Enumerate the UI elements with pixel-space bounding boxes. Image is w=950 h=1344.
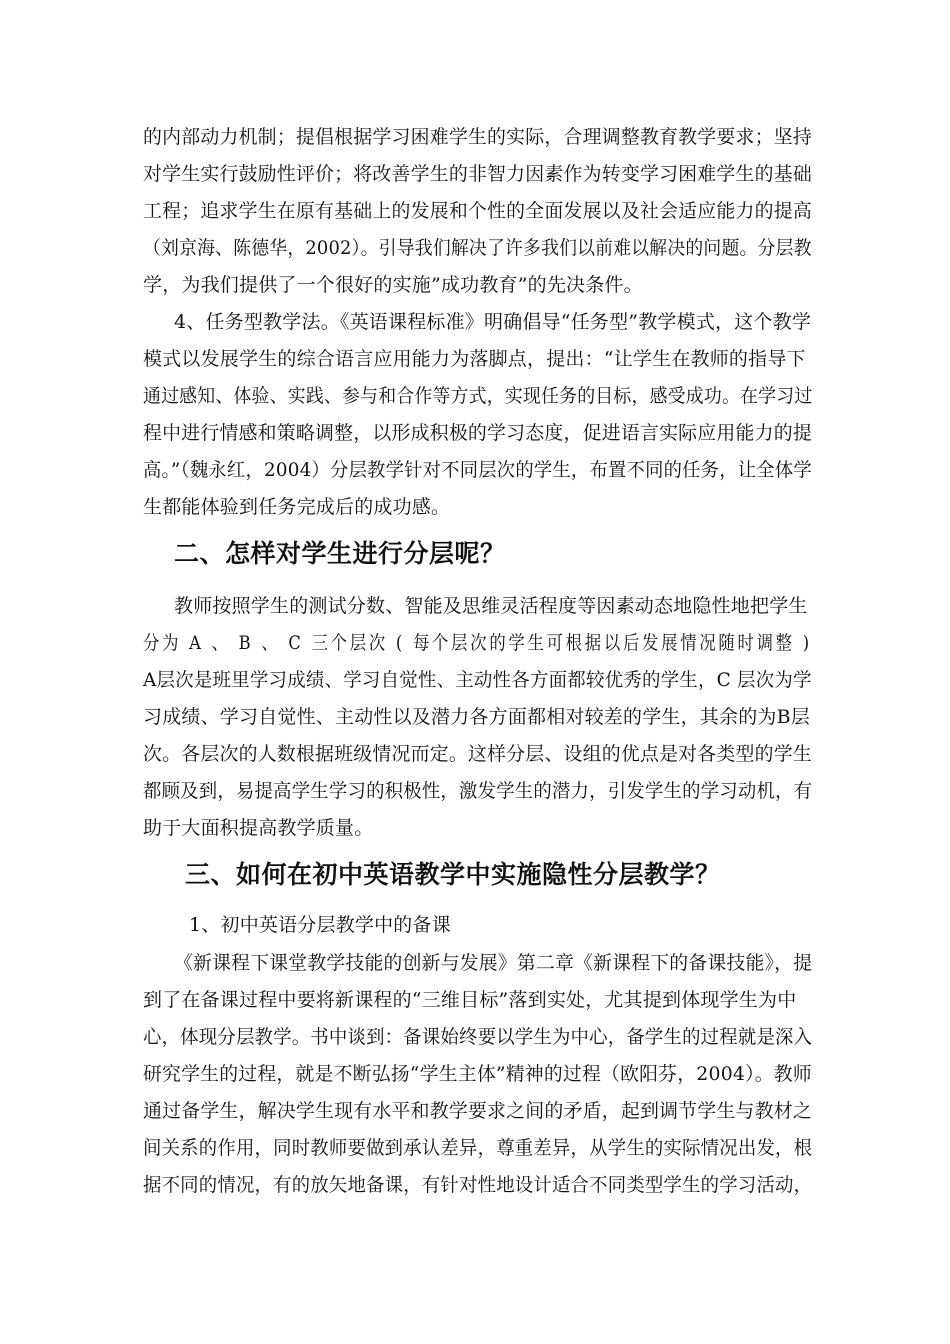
paragraph-line: A层次是班里学习成绩、学习自觉性、主动性各方面都较优秀的学生，C 层次为学 [143, 669, 812, 691]
paragraph-line: 工程；追求学生在原有基础上的发展和个性的全面发展以及社会适应能力的提高 [143, 200, 812, 222]
paragraph-line: 程中进行情感和策略调整，以形成积极的学习态度，促进语言实际应用能力的提 [143, 422, 812, 444]
paragraph-line: 次。各层次的人数根据班级情况而定。这样分层、设组的优点是对各类型的学生 [143, 743, 812, 765]
paragraph-line: 教师按照学生的测试分数、智能及思维灵活程度等因素动态地隐性地把学生 [174, 595, 808, 617]
paragraph-line: 间关系的作用，同时教师要做到承认差异，尊重差异，从学生的实际情况出发，根 [143, 1137, 813, 1159]
paragraph-line: 通过备学生，解决学生现有水平和教学要求之间的矛盾，起到调节学生与教材之 [143, 1100, 812, 1122]
paragraph-line: 生都能体验到任务完成后的成功感。 [143, 496, 451, 518]
section-heading-3: 三、如何在初中英语教学中实施隐性分层教学？ [185, 860, 721, 889]
paragraph-line: 通过感知、体验、实践、参与和合作等方式，实现任务的目标，感受成功。在学习过 [143, 385, 813, 407]
paragraph-line: 都顾及到，易提高学生学习的积极性，激发学生的潜力，引发学生的学习动机，有 [143, 780, 813, 802]
paragraph-line: 助于大面积提高教学质量。 [143, 817, 374, 839]
subsection-heading-1: 1、初中英语分层教学中的备课 [189, 914, 451, 936]
paragraph-line: 分为 A 、 B 、 C 三个层次 ( 每个层次的学生可根据以后发展情况随时调整 ) [143, 632, 812, 654]
paragraph-line: 的内部动力机制；提倡根据学习困难学生的实际，合理调整教育教学要求；坚持 [143, 126, 812, 148]
paragraph-line: 对学生实行鼓励性评价；将改善学生的非智力因素作为转变学习困难学生的基础 [143, 163, 812, 185]
paragraph-line: 心，体现分层教学。书中谈到：备课始终要以学生为中心，备学生的过程就是深入 [143, 1026, 813, 1048]
paragraph-line: 高。”（魏永红，2004）分层教学针对不同层次的学生，布置不同的任务，让全体学 [143, 459, 812, 481]
paragraph-line: （刘京海、陈德华，2002）。引导我们解决了许多我们以前难以解决的问题。分层教 [143, 237, 812, 259]
paragraph-line: 据不同的情况，有的放矢地备课，有针对性地设计适合不同类型学生的学习活动， [143, 1174, 813, 1196]
paragraph-line: 习成绩、学习自觉性、主动性以及潜力各方面都相对较差的学生，其余的为B层 [143, 706, 810, 728]
paragraph-line: 模式以发展学生的综合语言应用能力为落脚点，提出：“让学生在教师的指导下 [143, 348, 806, 370]
paragraph-line: 研究学生的过程，就是不断弘扬“学生主体”精神的过程（欧阳芬，2004）。教师 [143, 1063, 812, 1085]
paragraph-line: 到了在备课过程中要将新课程的“三维目标”落到实处，尤其提到体现学生为中 [143, 989, 797, 1011]
paragraph-line: 学，为我们提供了一个很好的实施”成功教育”的先决条件。 [143, 274, 643, 296]
section-heading-2: 二、怎样对学生进行分层呢？ [174, 539, 506, 568]
paragraph-line: 4、任务型教学法。《英语课程标准》明确倡导“任务型”教学模式，这个教学 [174, 311, 812, 333]
paragraph-line: 《新课程下课堂教学技能的创新与发展》第二章《新课程下的备课技能》，提 [174, 952, 813, 974]
